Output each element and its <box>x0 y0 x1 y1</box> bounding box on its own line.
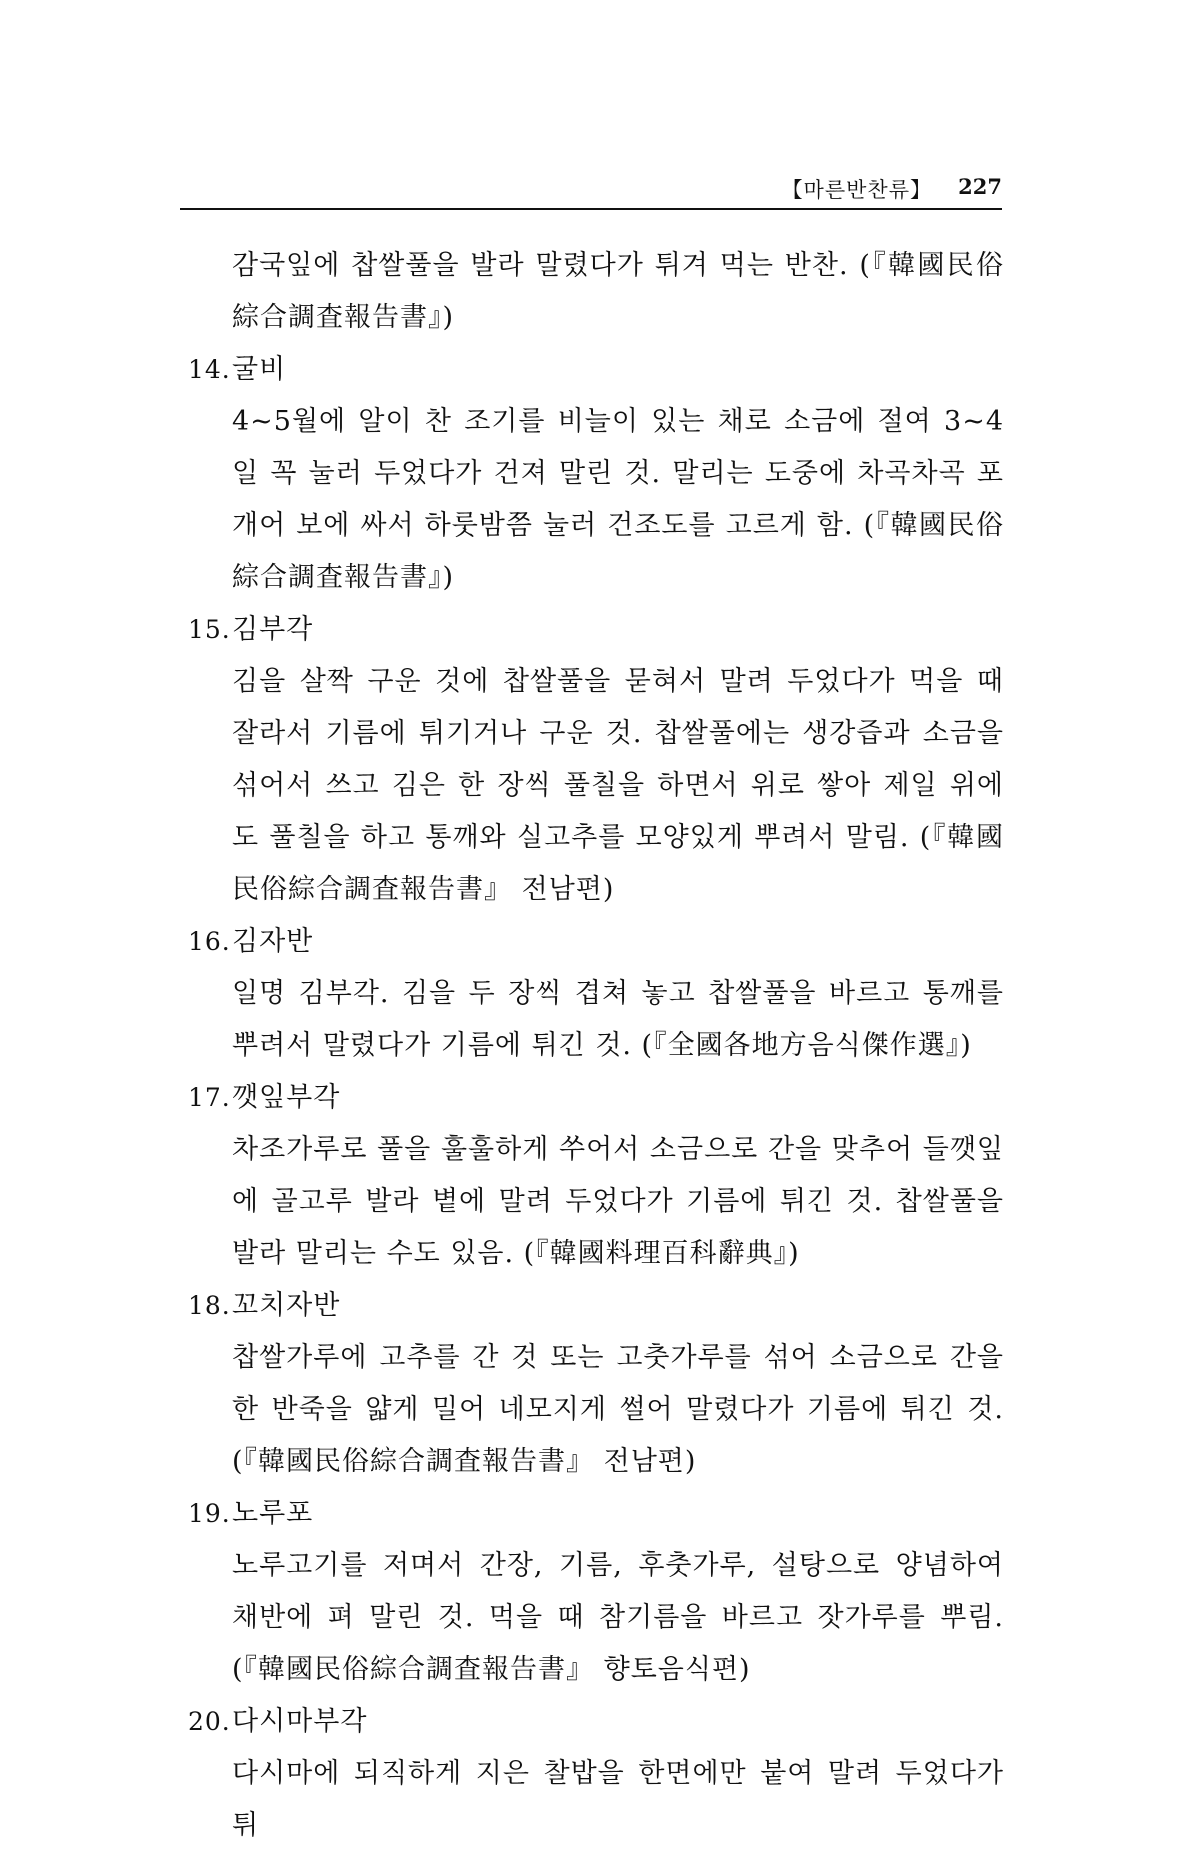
entry-18 <box>188 1280 1004 1488</box>
entry-text: 일명 김부각. 김을 두 장씩 겹쳐 놓고 찹쌀풀을 바르고 통깨를 뿌려서 말렸다가 기름에 튀긴 것. (『全國各地方음식傑作選』) <box>232 978 1004 1061</box>
entry-number: 15. <box>188 615 231 644</box>
entry-title: 김부각 <box>232 614 314 645</box>
entry-15 <box>188 604 1004 916</box>
entry-number: 14. <box>188 355 231 384</box>
entry-title: 노루포 <box>232 1498 314 1529</box>
entry-number: 20. <box>188 1707 231 1736</box>
entry-20 <box>188 1696 1004 1852</box>
entry-16 <box>188 916 1004 1072</box>
page-header <box>180 168 1002 210</box>
entry-heading <box>188 1072 1004 1124</box>
entry-text: 다시마에 되직하게 지은 찰밥을 한면에만 붙여 말려 두었다가 튀 <box>232 1758 1004 1841</box>
entry-text: 4~5월에 알이 찬 조기를 비늘이 있는 채로 소금에 절여 3~4일 꼭 눌러 두었다가 건져 말린 것. 말리는 도중에 차곡차곡 포개어 보에 싸서 하룻밤쯤 눌러 건조도를 고르게 함. (『韓國民俗綜合調査報告書』) <box>232 406 1004 593</box>
entry-title: 꼬치자반 <box>232 1290 341 1321</box>
continued-paragraph: 감국잎에 찹쌀풀을 발라 말렸다가 튀겨 먹는 반찬. (『韓國民俗綜合調査報告書』) <box>232 250 1004 333</box>
entry-heading <box>188 1280 1004 1332</box>
entry-text: 차조가루로 풀을 훌훌하게 쑤어서 소금으로 간을 맞추어 들깻잎에 골고루 발라 볕에 말려 두었다가 기름에 튀긴 것. 찹쌀풀을 발라 말리는 수도 있음. (『韓國料理百科辭典』) <box>232 1134 1004 1269</box>
page-number: 227 <box>958 174 1002 199</box>
entry-title: 굴비 <box>232 354 287 385</box>
running-head: 【마른반찬류】 <box>781 178 932 202</box>
entry-number: 16. <box>188 927 231 956</box>
entry-19 <box>188 1488 1004 1696</box>
entry-heading <box>188 344 1004 396</box>
entry-text: 찹쌀가루에 고추를 간 것 또는 고춧가루를 섞어 소금으로 간을 한 반죽을 얇게 밀어 네모지게 썰어 말렸다가 기름에 튀긴 것. (『韓國民俗綜合調査報告書』 전남편) <box>232 1342 1004 1477</box>
entry-17 <box>188 1072 1004 1280</box>
entry-number: 19. <box>188 1499 231 1528</box>
entry-heading <box>188 916 1004 968</box>
entry-text: 노루고기를 저며서 간장, 기름, 후춧가루, 설탕으로 양념하여 채반에 펴 말린 것. 먹을 때 참기름을 바르고 잣가루를 뿌림. (『韓國民俗綜合調査報告書』 향토음식편) <box>232 1550 1004 1685</box>
entry-title: 김자반 <box>232 926 314 957</box>
entry-title: 깻잎부각 <box>232 1082 341 1113</box>
entry-14 <box>188 344 1004 604</box>
entry-title: 다시마부각 <box>232 1706 368 1737</box>
entry-number: 18. <box>188 1291 231 1320</box>
entry-heading <box>188 1696 1004 1748</box>
entry-text: 김을 살짝 구운 것에 찹쌀풀을 묻혀서 말려 두었다가 먹을 때 잘라서 기름에 튀기거나 구운 것. 찹쌀풀에는 생강즙과 소금을 섞어서 쓰고 김은 한 장씩 풀칠을 하면서 위로 쌓아 제일 위에도 풀칠을 하고 통깨와 실고추를 모양있게 뿌려서 말림. (『韓國民俗綜合調査報告書』 전남편) <box>232 666 1004 905</box>
entry-number: 17. <box>188 1083 231 1112</box>
entry-heading <box>188 604 1004 656</box>
entry-heading <box>188 1488 1004 1540</box>
page-content <box>188 240 1004 1852</box>
